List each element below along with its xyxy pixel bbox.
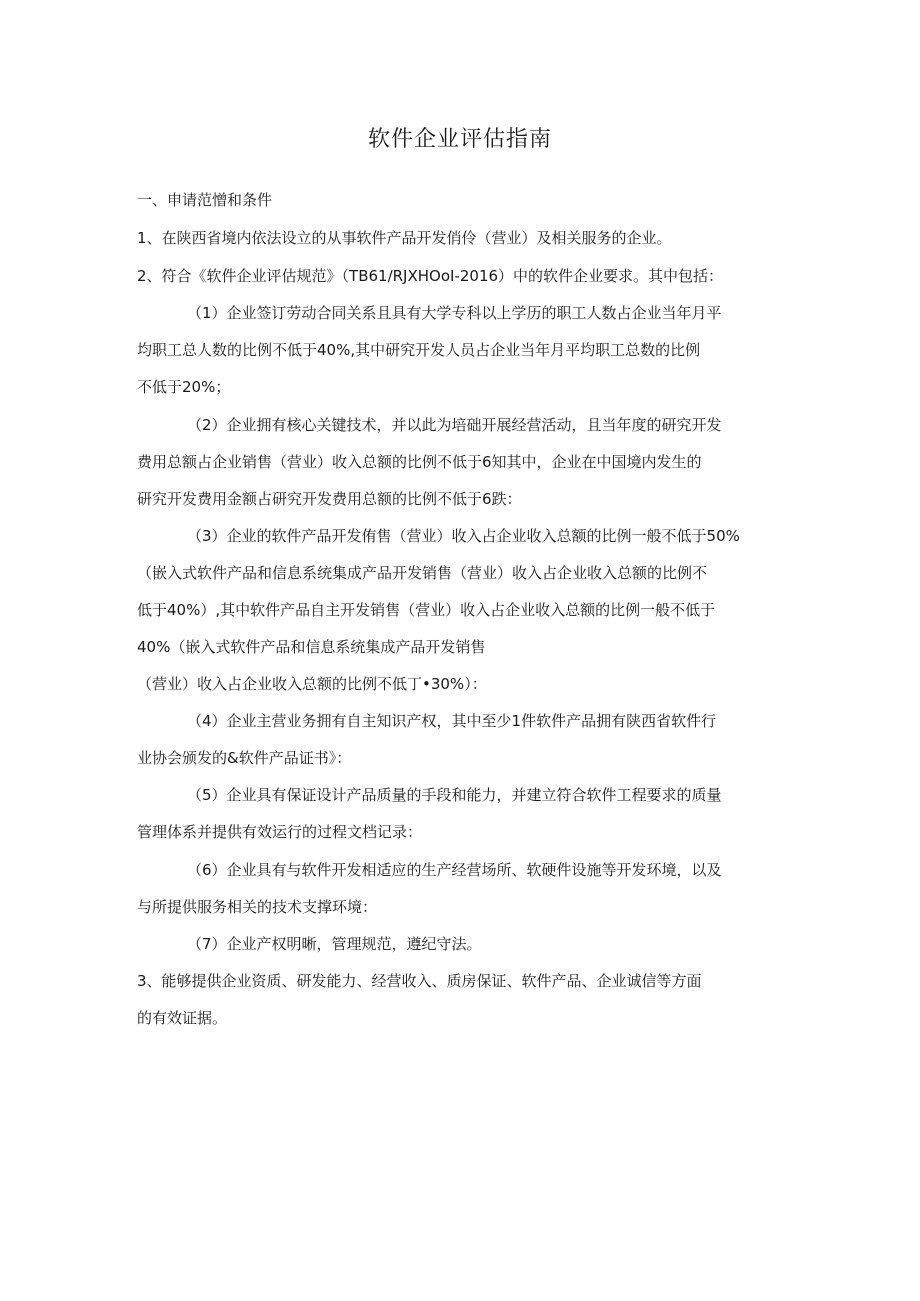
item-3-line-4: 40%（嵌入式软件产品和信息系统集成产品开发销售 xyxy=(137,638,486,656)
item-4-line-2: 业协会颁发的&软件产品证书》： xyxy=(137,749,352,767)
item-1-line-3: 不低于20%； xyxy=(137,378,231,396)
item-3-line-5: （营业）收入占企业收入总额的比例不低丁•30%）： xyxy=(137,675,487,693)
clause-2: 2、符合《软件企业评估规范》（TB61∕RJXHOoI-2016）中的软件企业要求。其中包括： xyxy=(137,267,724,285)
item-4-line-1: （4）企业主营业务拥有自主知识产权，其中至少1件软件产品拥有陕西省软件行 xyxy=(187,712,717,730)
item-3-line-3: 低于40%）,其中软件产品自主开发销售（营业）收入占企业收入总额的比例一般不低于 xyxy=(137,601,716,619)
clause-3-line-2: 的有效证据。 xyxy=(137,1009,228,1027)
item-3-line-2: （嵌入式软件产品和信息系统集成产品开发销售（营业）收入占企业收入总额的比例不 xyxy=(137,564,708,582)
clause-3-line-1: 3、能够提供企业资质、研发能力、经营收入、质房保证、软件产品、企业诚信等方面 xyxy=(137,972,702,990)
item-1-line-1: （1）企业签订劳动合同关系且具有大学专科以上学历的职工人数占企业当年月平 xyxy=(187,304,722,322)
item-6-line-1: （6）企业具有与软件开发相适应的生产经营场所、软硬件设施等开发环境，以及 xyxy=(187,861,722,879)
document-title: 软件企业评估指南 xyxy=(367,127,552,152)
item-3-line-1: （3）企业的软件产品开发侑售（营业）收入占企业收入总额的比例一般不低于50% xyxy=(187,527,740,545)
item-5-line-2: 管理体系并提供有效运行的过程文档记录： xyxy=(137,823,423,841)
section-heading: 一、申请范憎和条件 xyxy=(137,191,273,209)
item-5-line-1: （5）企业具有保证设计产品质量的手段和能力，并建立符合软件工程要求的质量 xyxy=(187,786,722,804)
item-6-line-2: 与所提供服务相关的技术支撑环境： xyxy=(137,898,378,916)
item-1-line-2: 均职工总人数的比例不低于40%,其中研究开发人员占企业当年月平均职工总数的比例 xyxy=(137,341,701,359)
clause-1: 1、在陕西省境内依法设立的从事软件产品开发俏伶（营业）及相关服务的企业。 xyxy=(137,229,672,247)
item-2-line-1: （2）企业拥有核心关键技术，并以此为培础开展经营活动，且当年度的研究开发 xyxy=(187,416,722,434)
item-7-line-1: （7）企业产权明晰，管理规范，遵纪守法。 xyxy=(187,935,482,953)
item-2-line-2: 费用总额占企业销售（营业）收入总额的比例不低于6知其中，企业在中国境内发生的 xyxy=(137,453,702,471)
item-2-line-3: 研究开发费用金额占研究开发费用总额的比例不低于6跌： xyxy=(137,490,522,508)
